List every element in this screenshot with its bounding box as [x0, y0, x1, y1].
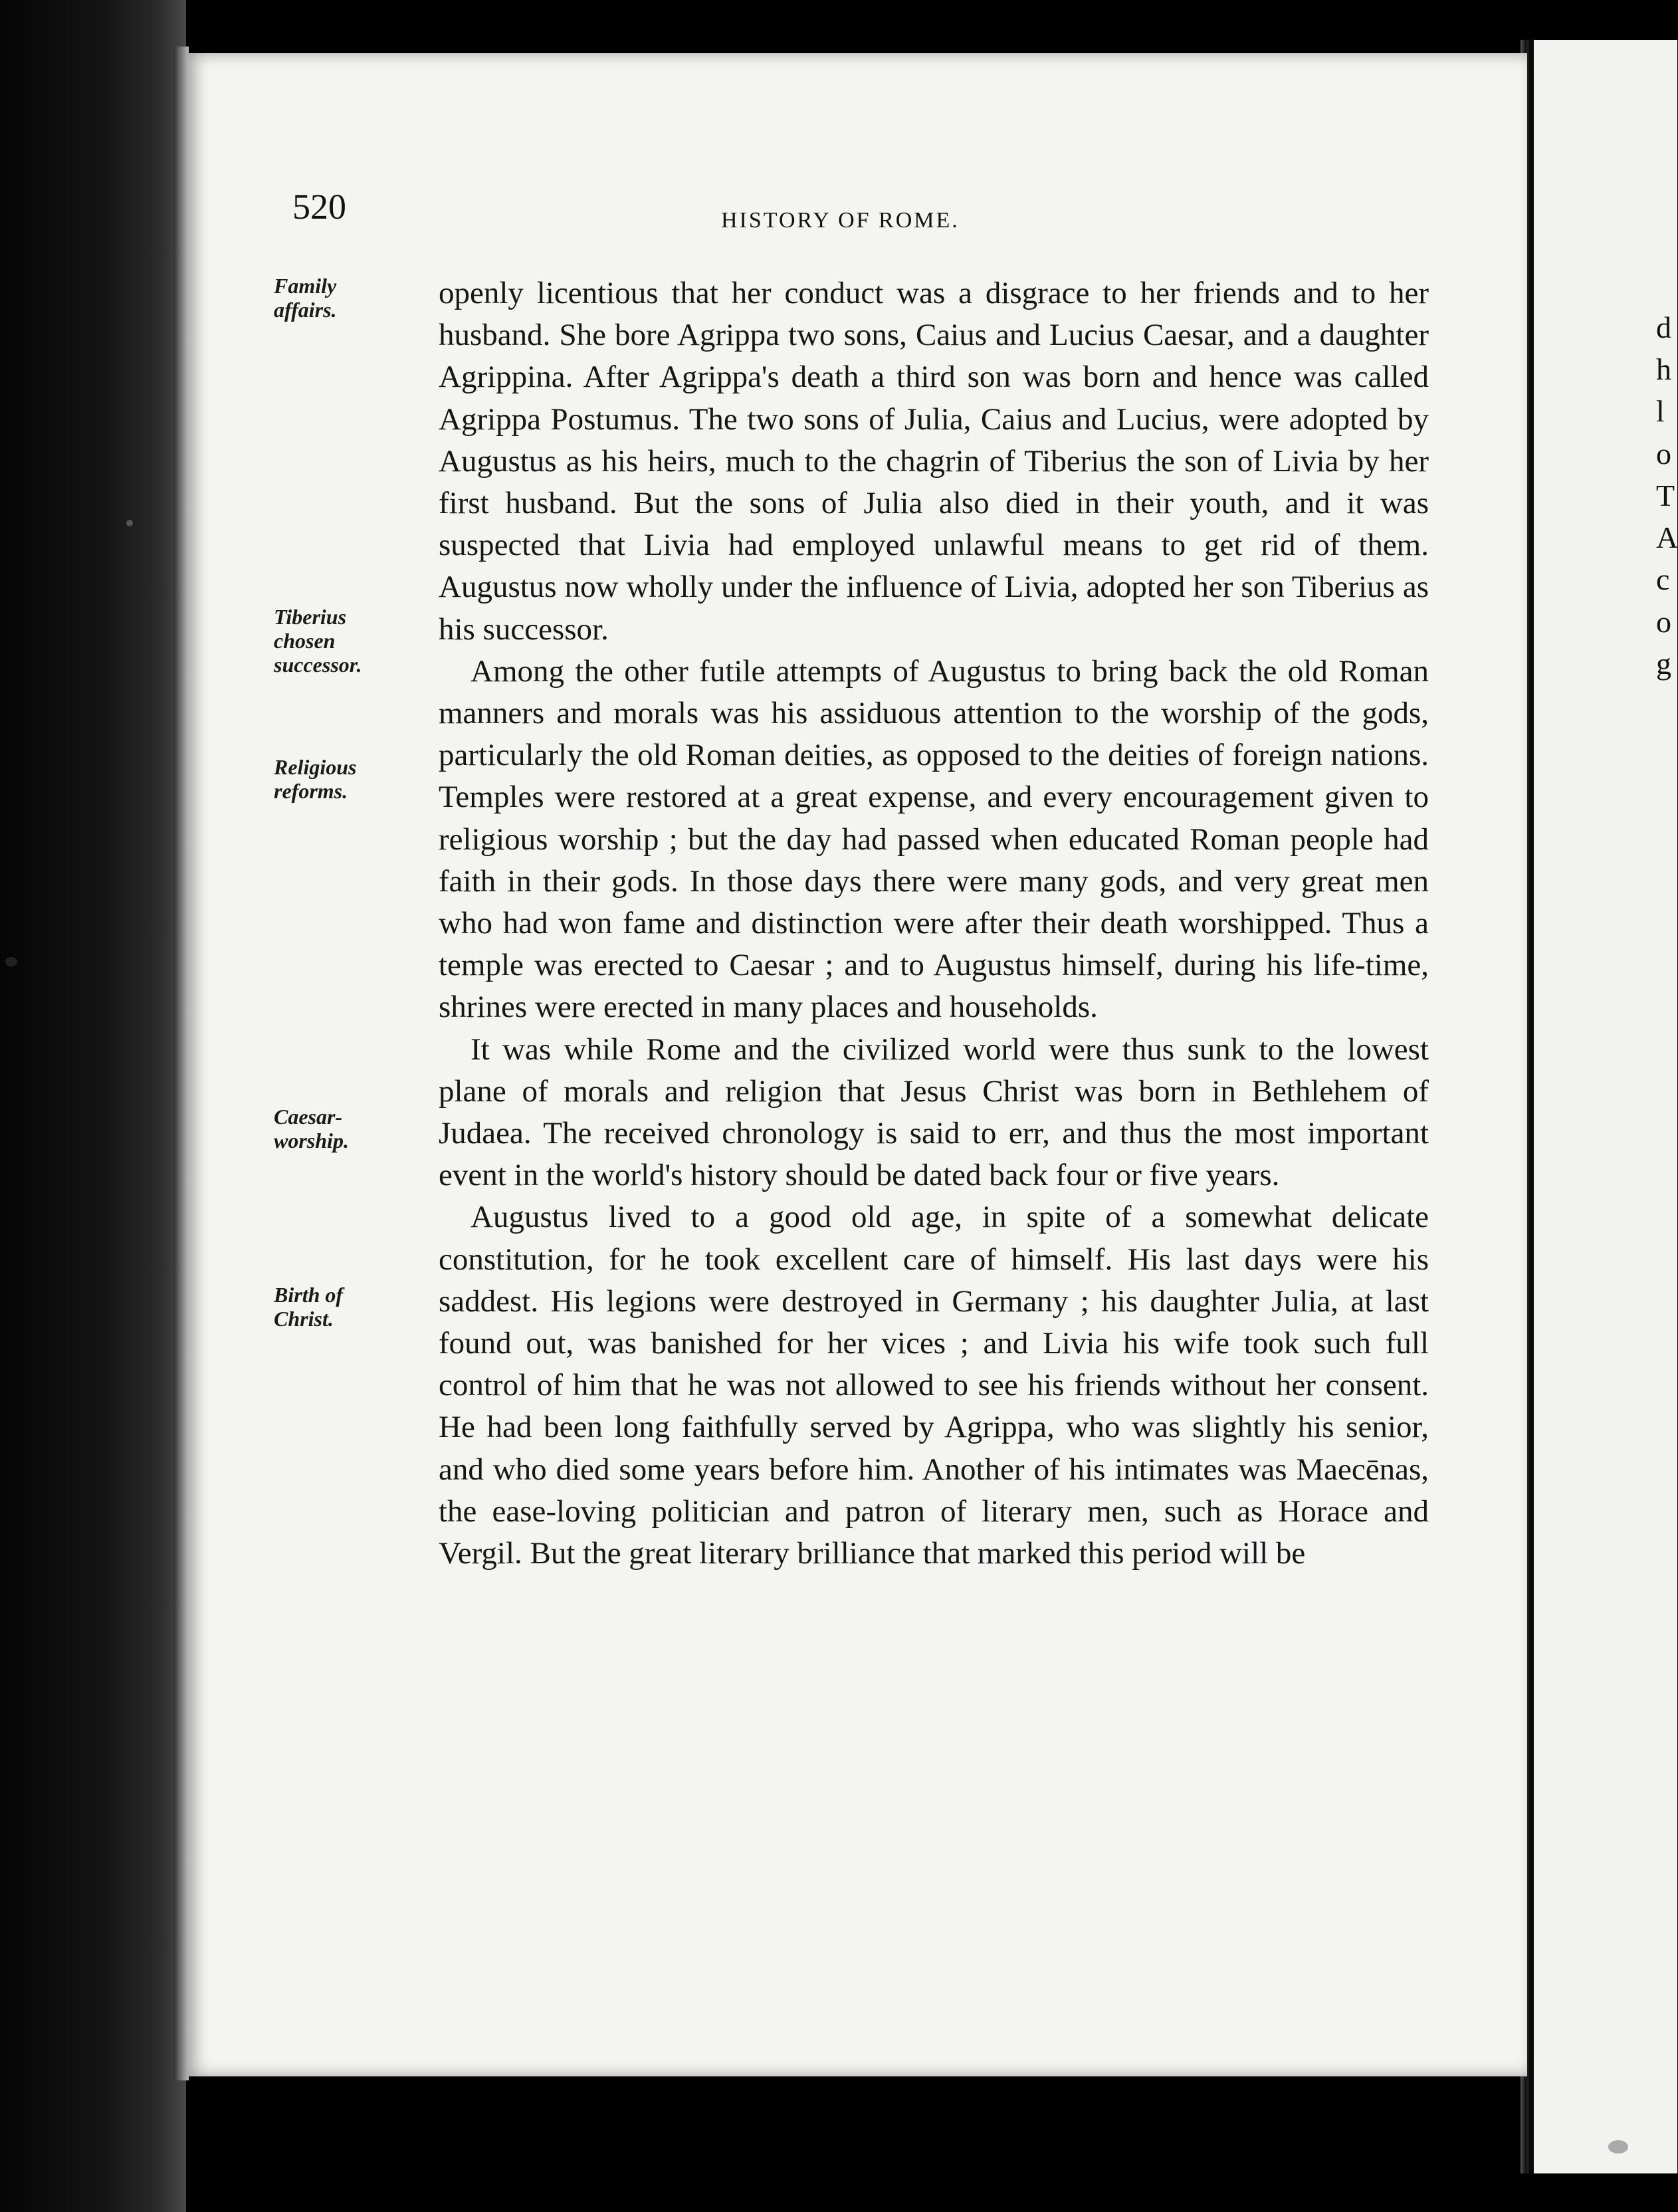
page-edge [174, 47, 189, 2080]
body-text [439, 273, 1429, 1575]
paragraph: Among the other futile attempts of Augustus to bring back the old Roman manners and morals was his assiduous attention to the worship of the gods, particularly the old Roman deities, as opposed to the deities of foreign nations. Temples were restored at a great expense, and every encouragement given to religious worship ; but the day had passed when educated Roman people had faith in their gods. In those days there were many gods, and very great men who had won fame and distinction were after their death worshipped. Thus a temple was erected to Caesar ; and to Augustus himself, during his life-time, shrines were erected in many places and households. [439, 653, 1429, 1025]
page-number: 520 [292, 187, 346, 227]
sidenote-line: Family [274, 274, 337, 298]
paragraph: It was while Rome and the civilized world were thus sunk to the lowest plane of morals and religion that Jesus Christ was born in Bethlehem of Judaea. The received chronology is said to err, and thus the most important event in the world's history should be dated back four or five years. [439, 1032, 1429, 1193]
facing-page-letter: T [1656, 479, 1675, 512]
sidenote-birth-of-christ [274, 1283, 407, 1331]
sidenote-line: reforms. [274, 779, 348, 803]
facing-page-letter: l [1656, 394, 1665, 428]
paragraph: Augustus lived to a good old age, in spite of a somewhat delicate constitution, for he took excellent care of himself. His last days were his saddest. His legions were destroyed in Germany ; his daughter Julia, at last found out, was banished for her vices ; and Livia his wife took such full control of him that he was not allowed to see his friends without her consent. He had been long faithfully served by Agrippa, who was slightly his senior, and who died some years before him. Another of his intimates was Maecēnas, the ease-loving politician and patron of literary men, such as Horace and Vergil. But the great literary brilliance that marked this period will be [439, 1200, 1429, 1571]
book-binding [0, 0, 186, 2212]
sidenote-religious-reforms [274, 755, 407, 803]
sidenote-tiberius-successor [274, 605, 407, 677]
facing-page-letter: c [1656, 562, 1670, 596]
sidenote-line: Tiberius [274, 605, 347, 629]
facing-page-letter: g [1656, 647, 1671, 681]
sidenote-caesar-worship [274, 1105, 407, 1153]
sidenote-line: Caesar- [274, 1105, 343, 1129]
sidenote-line: Christ. [274, 1307, 334, 1331]
sidenote-line: chosen [274, 629, 336, 653]
sidenote-line: successor. [274, 653, 362, 677]
scan-speck [126, 520, 133, 526]
scan-speck [5, 957, 17, 966]
facing-page [1528, 40, 1677, 2173]
sidenote-line: Religious [274, 755, 357, 779]
running-head: HISTORY OF ROME. [721, 208, 960, 233]
facing-page-letter: o [1656, 605, 1671, 639]
sidenote-line: Birth of [274, 1283, 344, 1307]
facing-page-letter: d [1656, 310, 1671, 344]
paragraph: openly licentious that her conduct was a disgrace to her friends and to her husband. She bore Agrippa two sons, Caius and Lucius Caesar, and a daughter Agrippina. After Agrippa's death a third son was born and hence was called Agrippa Postumus. The two sons of Julia, Caius and Lucius, were adopted by Augustus as his heirs, much to the chagrin of Tiberius the son of Livia by her first husband. But the sons of Julia also died in their youth, and it was suspected that Livia had employed unlawful means to get rid of them. Augustus now wholly under the influence of Livia, adopted her son Tiberius as his successor. [439, 276, 1429, 647]
scan-speck [1608, 2140, 1628, 2154]
facing-page-letter: o [1656, 437, 1671, 471]
facing-page-letter: A [1656, 520, 1678, 554]
sidenote-line: affairs. [274, 298, 337, 322]
sidenote-family-affairs [274, 274, 407, 322]
sidenote-line: worship. [274, 1129, 349, 1153]
facing-page-letter: h [1656, 352, 1671, 386]
